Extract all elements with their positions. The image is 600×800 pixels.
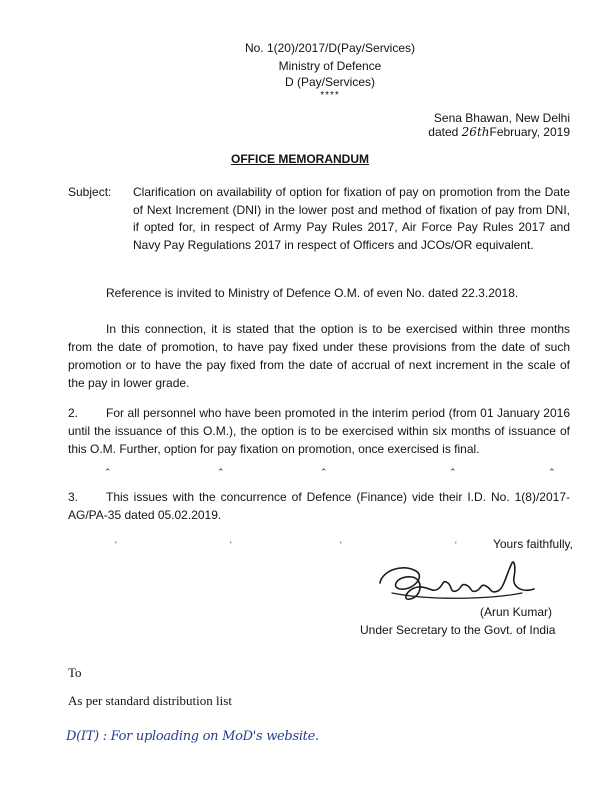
- paragraph-3-number: 3.: [68, 490, 79, 504]
- stray-mark: ': [455, 540, 457, 550]
- stray-mark: ': [340, 540, 342, 550]
- reference-number: No. 1(20)/2017/D(Pay/Services): [244, 41, 416, 55]
- date-suffix: February, 2019: [489, 125, 570, 139]
- memo-title-text: OFFICE MEMORANDUM: [231, 152, 369, 166]
- signatory-designation: Under Secretary to the Govt. of India: [360, 623, 556, 637]
- date-line: [428, 124, 570, 140]
- stray-mark: ': [115, 540, 117, 550]
- stray-mark: ⌃: [217, 467, 225, 477]
- connection-paragraph: In this connection, it is stated that the option is to be exercised within three months from the date of promotion, to have pay fixed under these provisions from the date of such promotion or to have the pay fixed from the date of accrual of next increment in the scale of the pay in lower grade.: [68, 322, 570, 390]
- header-stars: ****: [320, 90, 340, 101]
- subject-text: Clarification on availability of option for fixation of pay on promotion from the Date of Next Increment (DNI) in the lower post and method of fixation of pay from DNI, if opted for, in respect of Army Pay Rules 2017, Air Force Pay Rules 2017 and Navy Pay Regulations 2017 in respect of Officers and JCOs/OR equivalent.: [133, 185, 570, 252]
- paragraph-2-number: 2.: [68, 406, 79, 420]
- date-prefix: dated: [428, 125, 462, 139]
- department-name: D (Pay/Services): [284, 75, 376, 89]
- paragraph-3: [68, 488, 570, 524]
- paragraph-2-text: For all personnel who have been promoted in the interim period (from 01 January 2016 until the issuance of this O.M.), the option is to be exercised within six months of issuance of this O.M. Further, option for pay fixation on promotion, once exercised is final.: [68, 406, 570, 456]
- signatory-name: (Arun Kumar): [480, 605, 553, 619]
- handwritten-note: D(IT) : For uploading on MoD's website.: [66, 729, 319, 744]
- subject-label: Subject:: [68, 185, 112, 199]
- stray-mark: ⌃: [548, 467, 556, 477]
- signature: [372, 553, 562, 608]
- reference-paragraph: Reference is invited to Ministry of Defence O.M. of even No. dated 22.3.2018.: [106, 286, 519, 300]
- to-label: To: [68, 665, 82, 680]
- place: Sena Bhawan, New Delhi: [433, 111, 570, 125]
- handwritten-day: 26th: [461, 125, 490, 139]
- memo-title: [0, 152, 600, 166]
- ministry-name: Ministry of Defence: [278, 59, 382, 73]
- stray-mark: ⌃: [320, 467, 328, 477]
- stray-mark: ': [230, 540, 232, 550]
- paragraph-2: [68, 404, 570, 458]
- closing-salutation: Yours faithfully,: [492, 537, 573, 551]
- paragraph-3-text: This issues with the concurrence of Defence (Finance) vide their I.D. No. 1(8)/2017-AG/PA-35 dated 05.02.2019.: [68, 490, 570, 522]
- distribution-list: As per standard distribution list: [68, 693, 232, 708]
- stray-mark: ⌃: [104, 467, 112, 477]
- stray-mark: ⌃: [449, 467, 457, 477]
